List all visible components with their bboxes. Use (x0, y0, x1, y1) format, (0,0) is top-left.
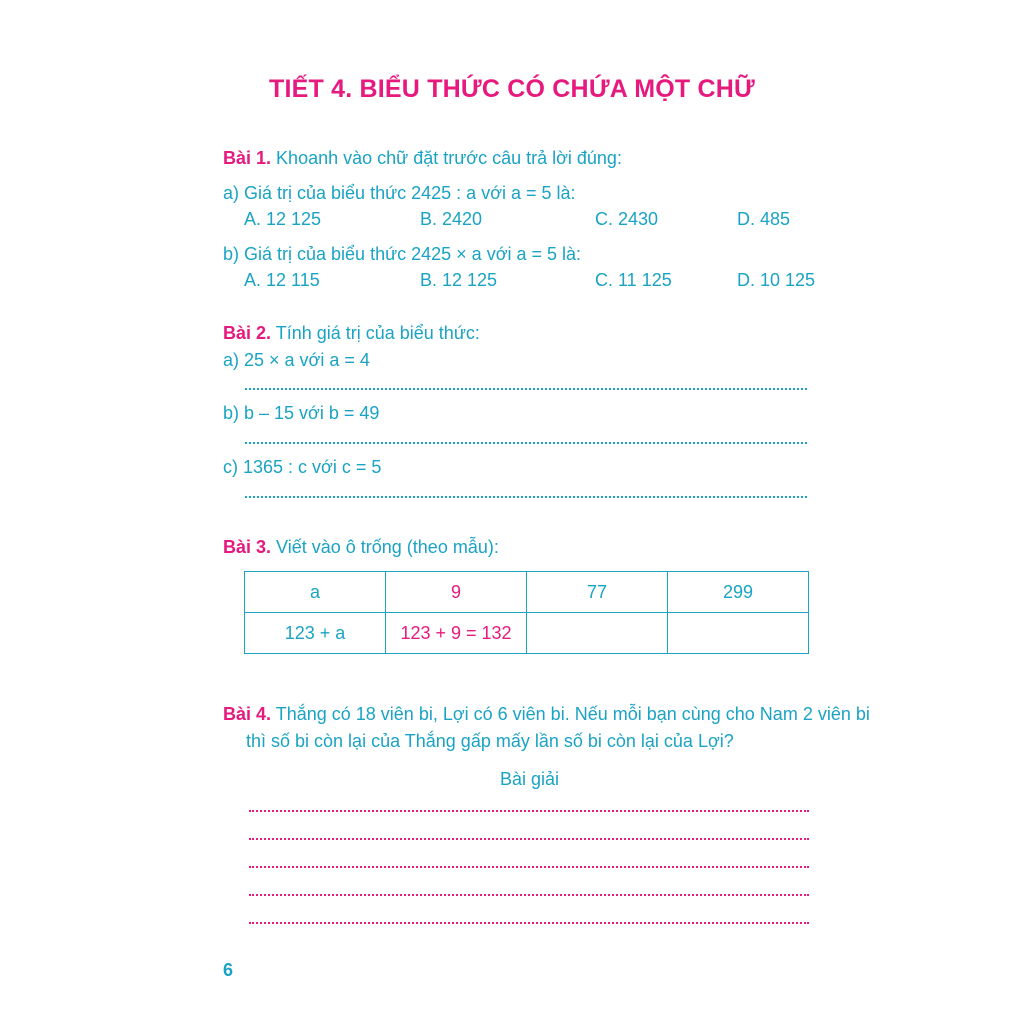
bai1-b-option-b[interactable]: B. 12 125 (420, 270, 498, 290)
bai1-label: Bài 1. (223, 148, 272, 168)
page-number: 6 (223, 960, 234, 980)
table-row (245, 572, 809, 613)
bai1-question-a: a) Giá trị của biểu thức 2425 : a với a = 5 là: (223, 183, 576, 203)
bai1-b-option-c[interactable]: C. 11 125 (595, 270, 672, 290)
solution-line[interactable] (249, 922, 809, 924)
bai4-heading (223, 703, 870, 725)
bai1-a-option-d[interactable]: D. 485 (737, 209, 791, 229)
answer-line[interactable] (245, 388, 807, 390)
table-cell-blank[interactable] (527, 613, 668, 654)
table-cell: 299 (668, 572, 809, 613)
bai3-heading (223, 536, 499, 558)
solution-line[interactable] (249, 838, 809, 840)
bai2-heading (223, 322, 480, 344)
bai2-item-b: b) b – 15 với b = 49 (223, 403, 380, 423)
answer-line[interactable] (245, 442, 807, 444)
bai1-b-option-a[interactable]: A. 12 115 (244, 270, 320, 290)
answer-line[interactable] (245, 496, 807, 498)
bai1-a-option-c[interactable]: C. 2430 (595, 209, 659, 229)
solution-line[interactable] (249, 866, 809, 868)
table-cell: 123 + 9 = 132 (386, 613, 527, 654)
bai1-question-b: b) Giá trị của biểu thức 2425 × a với a = 5 là: (223, 244, 582, 264)
bai1-a-option-b[interactable]: B. 2420 (420, 209, 483, 229)
table-cell-blank[interactable] (668, 613, 809, 654)
page-title: TIẾT 4. BIỂU THỨC CÓ CHỨA MỘT CHỮ (269, 75, 755, 103)
bai3-instruction: Viết vào ô trống (theo mẫu): (276, 537, 499, 557)
table-row (245, 613, 809, 654)
solution-line[interactable] (249, 810, 809, 812)
bai4-line2: thì số bi còn lại của Thắng gấp mấy lần số bi còn lại của Lợi? (246, 731, 734, 751)
bai3-label: Bài 3. (223, 537, 272, 557)
bai2-item-a: a) 25 × a với a = 4 (223, 350, 370, 370)
bai4-line1: Thắng có 18 viên bi, Lợi có 6 viên bi. Nếu mỗi bạn cùng cho Nam 2 viên bi (275, 704, 870, 724)
table-cell: 77 (527, 572, 668, 613)
bai2-item-c: c) 1365 : c với c = 5 (223, 457, 382, 477)
bai4-label: Bài 4. (223, 704, 272, 724)
bai2-instruction: Tính giá trị của biểu thức: (275, 323, 480, 343)
bai1-a-option-a[interactable]: A. 12 125 (244, 209, 322, 229)
bai1-instruction: Khoanh vào chữ đặt trước câu trả lời đúng: (276, 148, 622, 168)
table-cell: 9 (386, 572, 527, 613)
bai1-b-option-d[interactable]: D. 10 125 (737, 270, 816, 290)
solution-line[interactable] (249, 894, 809, 896)
bai2-label: Bài 2. (223, 323, 272, 343)
bai1-heading (223, 147, 622, 169)
bai3-table (244, 571, 809, 654)
table-cell: a (245, 572, 386, 613)
table-cell: 123 + a (245, 613, 386, 654)
solution-heading: Bài giải (500, 769, 560, 789)
